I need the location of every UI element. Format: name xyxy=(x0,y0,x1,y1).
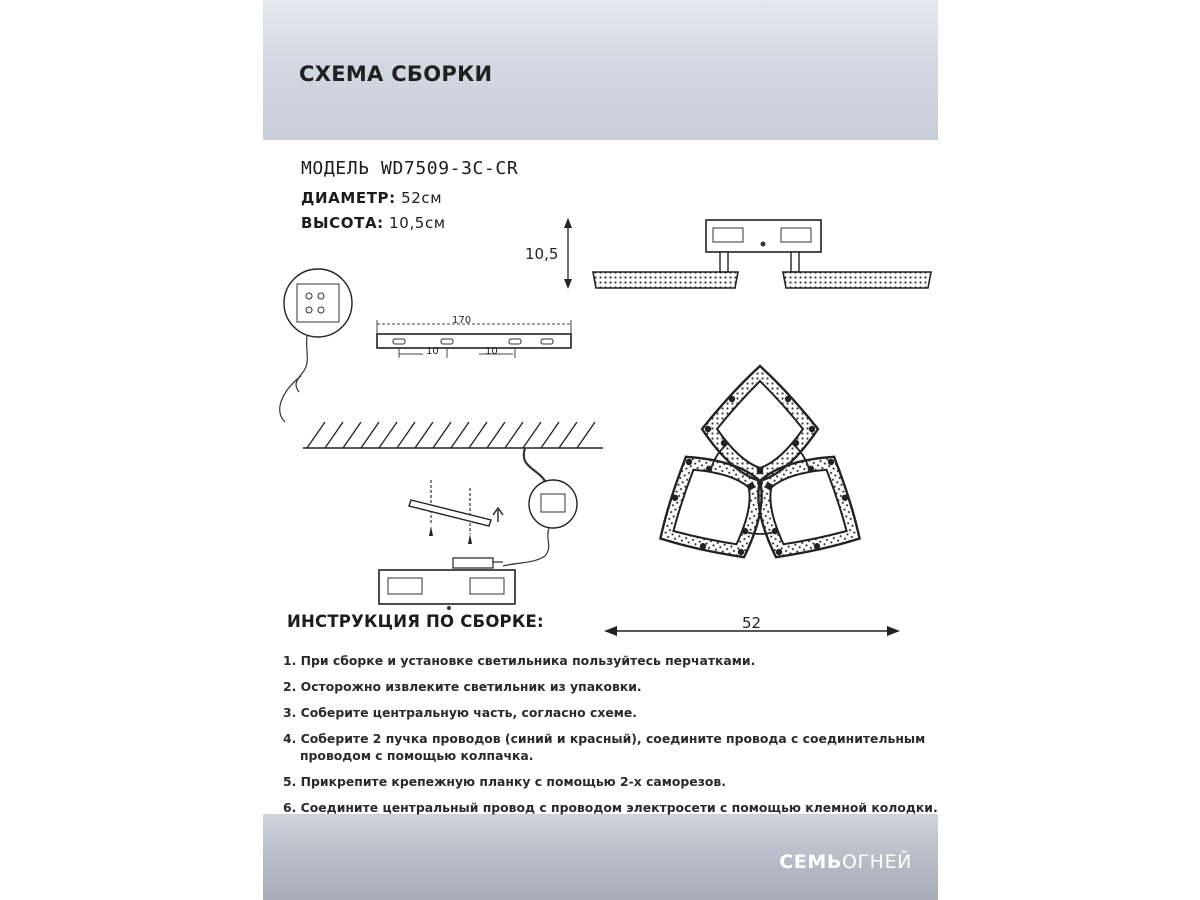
instruction-step: 3. Соберите центральную часть, согласно схеме. xyxy=(283,705,637,720)
wiring-detail xyxy=(280,269,352,422)
instruction-step: 5. Прикрепите крепежную планку с помощью 2-х саморезов. xyxy=(283,774,726,789)
height-label: ВЫСОТА: xyxy=(301,214,384,232)
diameter-label: ДИАМЕТР: xyxy=(301,189,396,207)
instruction-sheet xyxy=(263,0,938,900)
height-value: 10,5см xyxy=(389,214,446,232)
instruction-step: 1. При сборке и установке светильника пользуйтесь перчатками. xyxy=(283,653,756,668)
top-view xyxy=(604,366,900,636)
brand-logo: СЕМЬОГНЕЙ xyxy=(779,851,912,873)
instruction-step: 4. Соберите 2 пучка проводов (синий и красный), соедините провода с соединительным проводом с помощью колпачка. xyxy=(283,730,933,764)
instructions-title: ИНСТРУКЦИЯ ПО СБОРКЕ: xyxy=(287,612,544,631)
model-name: МОДЕЛЬ WD7509-3C-CR xyxy=(301,158,519,179)
page-title: СХЕМА СБОРКИ xyxy=(299,62,493,86)
assembly-diagram xyxy=(263,0,938,640)
mounting-plate-drawing xyxy=(377,320,571,358)
instruction-step: 2. Осторожно извлеките светильник из упаковки. xyxy=(283,679,642,694)
instruction-step: 6. Соедините центральный провод с проводом электросети с помощью клемной колодки. xyxy=(283,800,938,815)
plate-length-dimension: 170 xyxy=(452,315,472,326)
instruction-steps xyxy=(283,652,938,825)
plate-spacing-left: 10 xyxy=(426,346,439,357)
diameter-value: 52см xyxy=(401,189,443,207)
side-view xyxy=(564,218,931,289)
height-dimension: 10,5 xyxy=(525,245,559,263)
plate-spacing-right: 10 xyxy=(485,346,498,357)
canopy-box xyxy=(379,558,515,610)
instruction-step-continuation: проводом с помощью колпачка. xyxy=(300,748,534,763)
bracket-screws xyxy=(409,480,577,566)
diameter-dimension: 52 xyxy=(742,614,762,632)
